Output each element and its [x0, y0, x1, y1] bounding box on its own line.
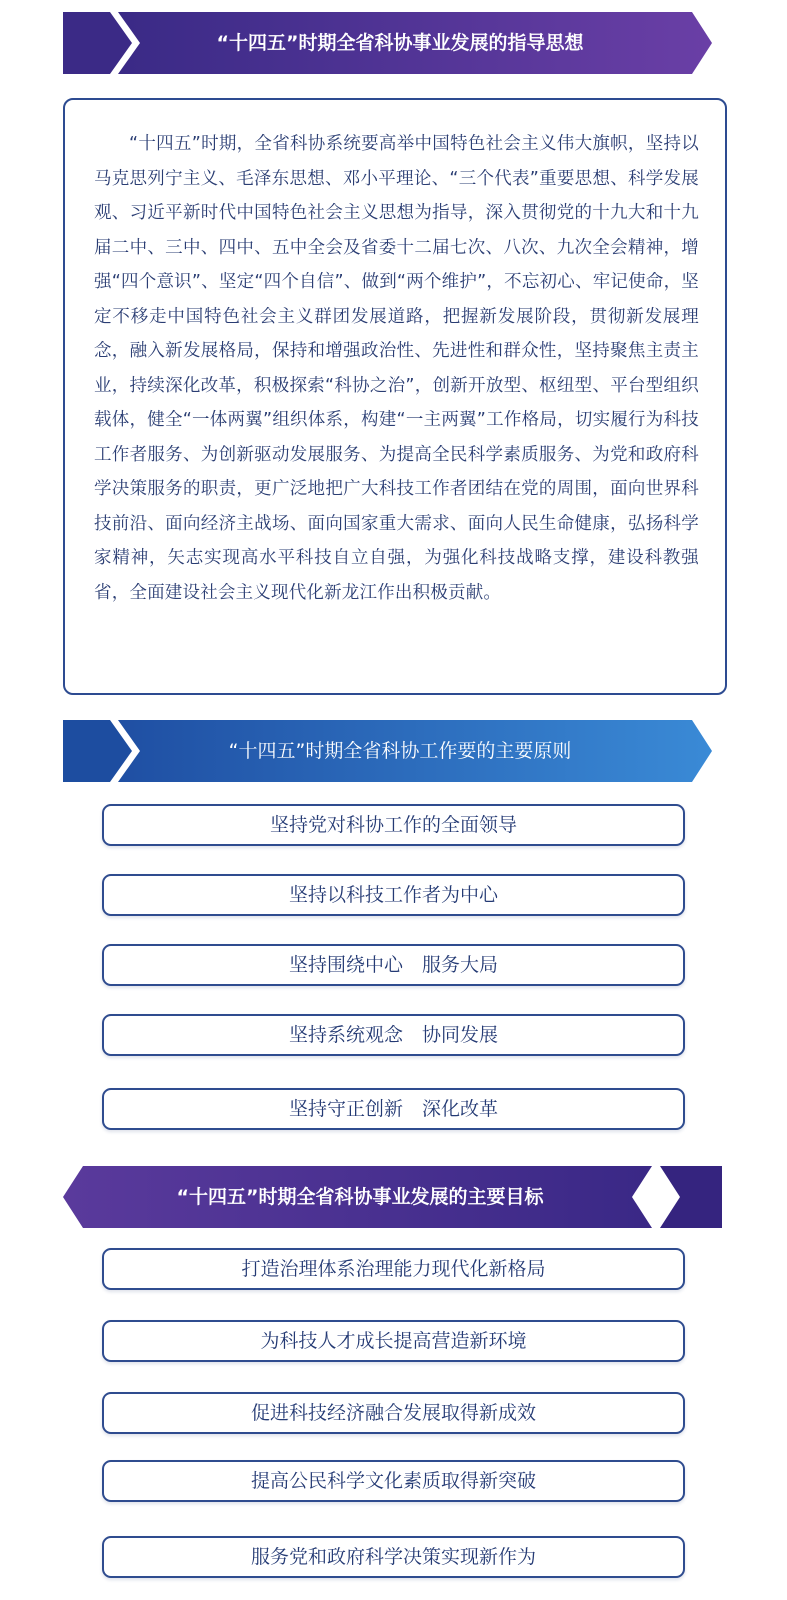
section-title: “十四五”时期全省科协工作要的主要原则	[228, 740, 572, 762]
goal-item: 服务党和政府科学决策实现新作为	[102, 1536, 685, 1578]
principle-item: 坚持以科技工作者为中心	[102, 874, 685, 916]
goal-item: 提高公民科学文化素质取得新突破	[102, 1460, 685, 1502]
guiding-ideology-banner	[0, 12, 787, 74]
principle-item: 坚持守正创新 深化改革	[102, 1088, 685, 1130]
goal-item: 打造治理体系治理能力现代化新格局	[102, 1248, 685, 1290]
guiding-ideology-text: “十四五”时期，全省科协系统要高举中国特色社会主义伟大旗帜，坚持以马克思列宁主义、毛泽东思想、邓小平理论、“三个代表”重要思想、科学发展观、习近平新时代中国特色社会主义思想为指导，深入贯彻党的十九大和十九届二中、三中、四中、五中全会及省委十二届七次、八次、九次全会精神，增强“四个意识”、坚定“四个自信”、做到“两个维护”，不忘初心、牢记使命，坚定不移走中国特色社会主义群团发展道路，把握新发展阶段，贯彻新发展理念，融入新发展格局，保持和增强政治性、先进性和群众性，坚持聚焦主责主业，持续深化改革，积极探索“科协之治”，创新开放型、枢纽型、平台型组织载体，健全“一体两翼”组织体系，构建“一主两翼”工作格局，切实履行为科技工作者服务、为创新驱动发展服务、为提高全民科学素质服务、为党和政府科学决策服务的职责，更广泛地把广大科技工作者团结在党的周围，面向世界科技前沿、面向经济主战场、面向国家重大需求、面向人民生命健康，弘扬科学家精神，矢志实现高水平科技自立自强，为强化科技战略支撑，建设科教强省，全面建设社会主义现代化新龙江作出积极贡献。	[94, 134, 699, 603]
goal-item: 促进科技经济融合发展取得新成效	[102, 1392, 685, 1434]
goals-banner	[0, 1166, 787, 1228]
section-title: “十四五”时期全省科协事业发展的指导思想	[216, 32, 584, 54]
principle-item: 坚持围绕中心 服务大局	[102, 944, 685, 986]
principle-item: 坚持系统观念 协同发展	[102, 1014, 685, 1056]
guiding-ideology-box	[63, 98, 727, 695]
section-title: “十四五”时期全省科协事业发展的主要目标	[176, 1186, 544, 1208]
principles-banner	[0, 720, 787, 782]
goal-item: 为科技人才成长提高营造新环境	[102, 1320, 685, 1362]
principle-item: 坚持党对科协工作的全面领导	[102, 804, 685, 846]
